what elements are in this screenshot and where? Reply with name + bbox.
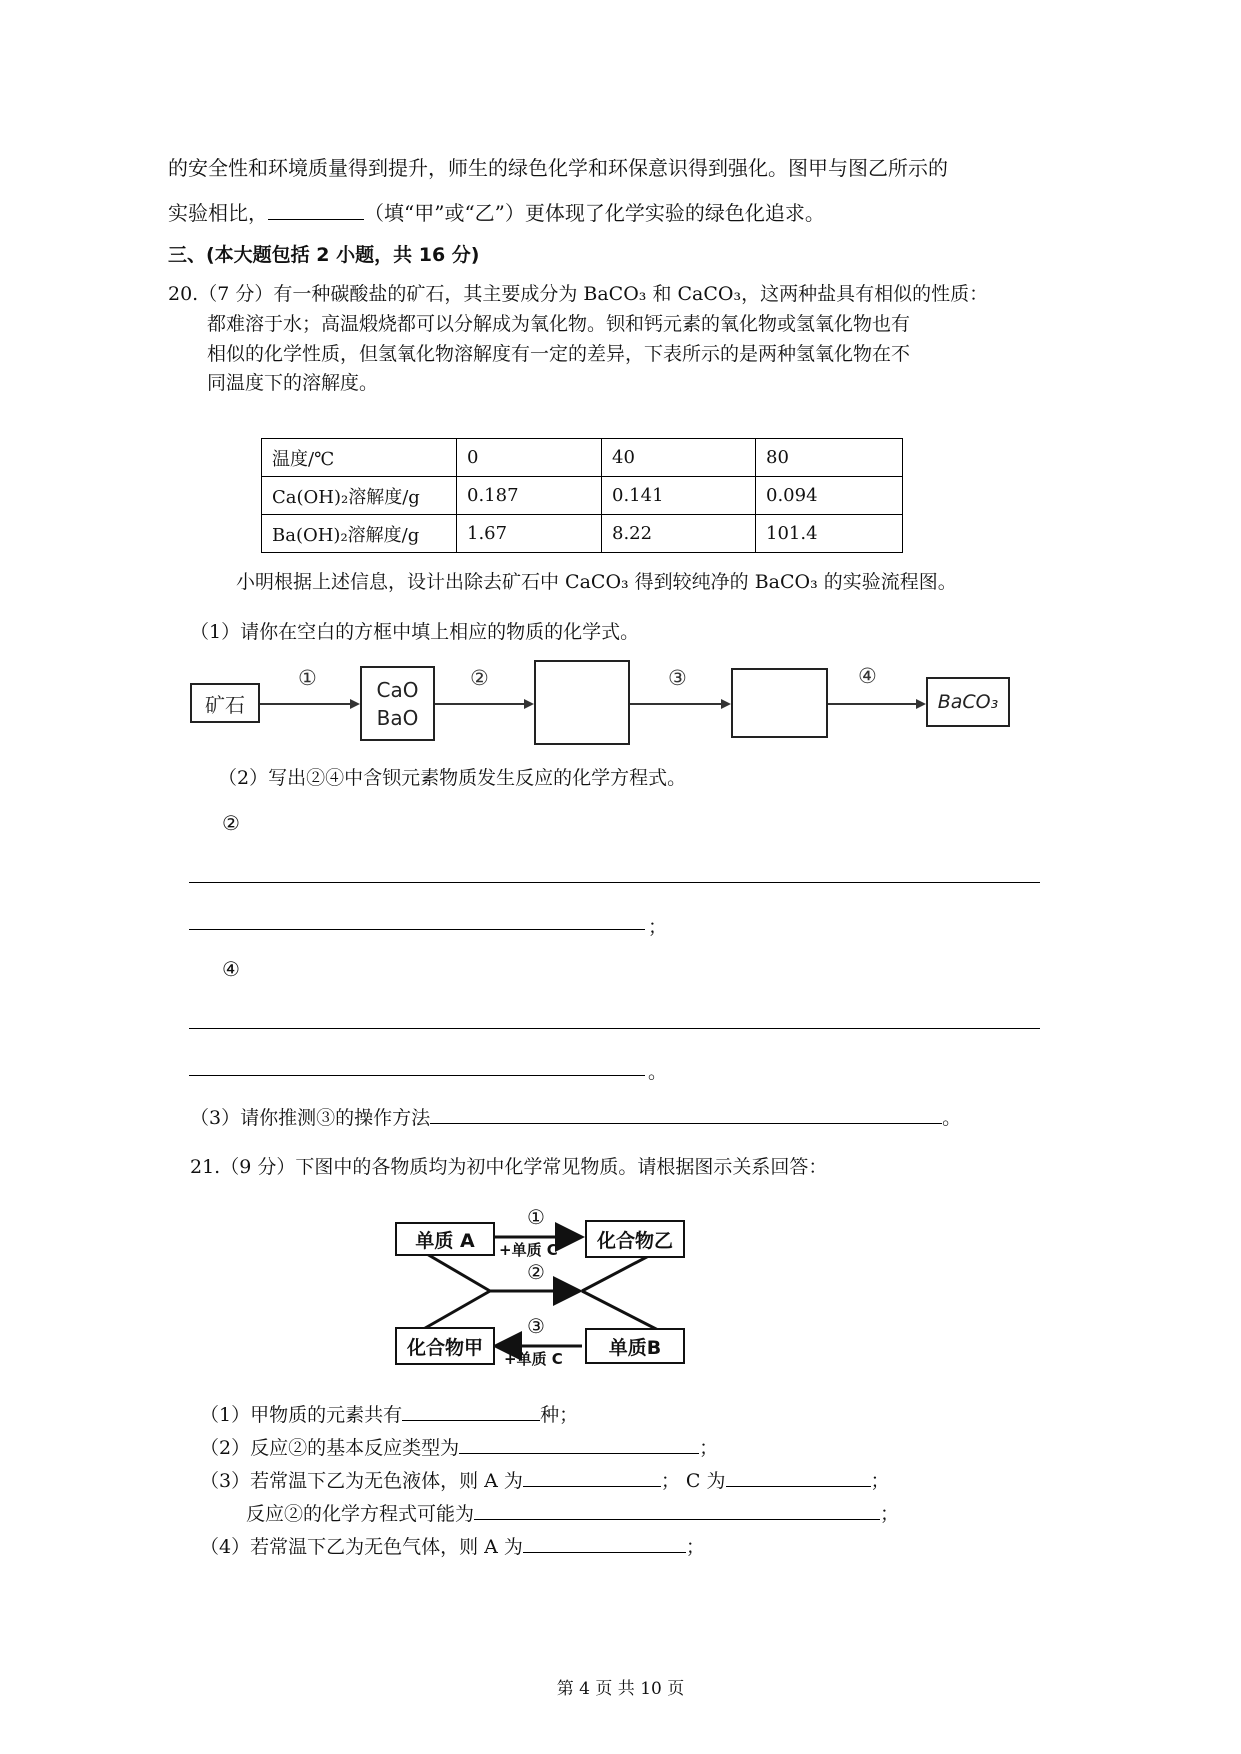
period: 。 <box>648 1061 668 1083</box>
q21-s3-end: ； <box>870 1470 890 1492</box>
q20-sub2: （2）写出②④中含钡元素物质发生反应的化学方程式。 <box>218 767 687 789</box>
q21-s4-end: ； <box>685 1536 705 1558</box>
flow-step-4: ④ <box>858 664 877 688</box>
q21-s3-eq-end: ； <box>880 1503 900 1525</box>
section-heading: 三、(本大题包括 2 小题，共 16 分) <box>168 244 480 266</box>
reaction-1-label: ① <box>527 1205 545 1229</box>
q20-sub3-end: 。 <box>942 1107 962 1129</box>
q21-s3-eq-text: 反应②的化学方程式可能为 <box>246 1503 475 1525</box>
flow-box-oxides-line2: BaO <box>376 705 419 730</box>
q20-sub3 <box>190 1103 961 1130</box>
answer-blank-a-liquid[interactable] <box>523 1466 661 1487</box>
flow-box-baco3: BaCO₃ <box>926 677 1010 727</box>
q21-s1-text: （1）甲物质的元素共有 <box>200 1404 403 1426</box>
table-cell: 101.4 <box>756 515 903 553</box>
q21-s3-mid: ； C 为 <box>660 1470 726 1492</box>
flow-step-2: ② <box>470 666 489 690</box>
intro-line-2 <box>168 197 825 226</box>
flow-arrow-1 <box>260 703 358 705</box>
answer-blank-reaction-type[interactable] <box>459 1433 699 1454</box>
flow-arrow-2 <box>435 703 532 705</box>
intro-text-a: 实验相比， <box>168 201 268 225</box>
semicolon: ； <box>648 916 668 938</box>
table-cell: 40 <box>602 439 756 477</box>
q21-s1-end: 种； <box>540 1404 579 1426</box>
flow-arrow-3 <box>630 703 729 705</box>
table-cell: 温度/℃ <box>262 439 457 477</box>
flow-step-1: ① <box>298 666 317 690</box>
q20-line-3: 相似的化学性质，但氢氧化物溶解度有一定的差异，下表所示的是两种氢氧化物在不 <box>207 343 911 365</box>
reaction-1-condition: +单质 C <box>499 1241 558 1259</box>
intro-line-1: 的安全性和环境质量得到提升，师生的绿色化学和环保意识得到强化。图甲与图乙所示的 <box>168 156 948 180</box>
node-element-a: 单质 A <box>395 1222 495 1256</box>
table-cell: Ba(OH)₂溶解度/g <box>262 515 457 553</box>
table-cell: Ca(OH)₂溶解度/g <box>262 477 457 515</box>
node-compound-jia: 化合物甲 <box>395 1327 495 1365</box>
table-cell: 80 <box>756 439 903 477</box>
flow-box-oxides-line1: CaO <box>376 677 419 702</box>
node-element-b: 单质B <box>585 1328 685 1364</box>
q21-s3-text: （3）若常温下乙为无色液体，则 A 为 <box>200 1470 523 1492</box>
q20-sub1: （1）请你在空白的方框中填上相应的物质的化学式。 <box>190 621 640 643</box>
answer-blank-element-count[interactable] <box>402 1400 540 1421</box>
q21-s4-text: （4）若常温下乙为无色气体，则 A 为 <box>200 1536 523 1558</box>
q21-s3-equation <box>246 1499 899 1526</box>
table-row <box>262 515 903 553</box>
q20-line-2: 都难溶于水；高温煅烧都可以分解成为氧化物。钡和钙元素的氧化物或氢氧化物也有 <box>207 313 911 335</box>
flow-box-oxides <box>360 666 435 741</box>
q20-line-4: 同温度下的溶解度。 <box>207 372 379 394</box>
intro-text-b: （填“甲”或“乙”）更体现了化学实验的绿色化追求。 <box>364 201 825 225</box>
q21-s2 <box>200 1433 718 1460</box>
table-header-row <box>262 439 903 477</box>
answer-line-2a[interactable] <box>189 882 1040 883</box>
answer-line-4a[interactable] <box>189 1028 1040 1029</box>
answer-blank-a-gas[interactable] <box>523 1532 686 1553</box>
reaction-3-condition: +单质 C <box>504 1350 563 1368</box>
q20-mark-2: ② <box>222 811 240 835</box>
q20-mark-4: ④ <box>222 957 240 981</box>
solubility-table <box>261 438 903 553</box>
flow-box-ore: 矿石 <box>190 683 260 723</box>
q20-sub3-text: （3）请你推测③的操作方法 <box>190 1107 431 1129</box>
reaction-3-label: ③ <box>527 1314 545 1338</box>
q21-s2-end: ； <box>699 1437 719 1459</box>
flow-step-3: ③ <box>668 666 687 690</box>
answer-blank-green[interactable] <box>268 199 364 220</box>
page-number: 第 4 页 共 10 页 <box>556 1679 685 1699</box>
q20-line-1: 20.（7 分）有一种碳酸盐的矿石，其主要成分为 BaCO₃ 和 CaCO₃，这两种盐具有相似的性质： <box>168 283 989 305</box>
flow-box-blank-1[interactable] <box>534 660 630 745</box>
table-cell: 0.094 <box>756 477 903 515</box>
flow-arrow-4 <box>828 703 924 705</box>
table-cell: 8.22 <box>602 515 756 553</box>
table-cell: 0 <box>457 439 602 477</box>
table-row <box>262 477 903 515</box>
table-cell: 0.187 <box>457 477 602 515</box>
answer-line-4b[interactable] <box>189 1075 645 1076</box>
answer-blank-c[interactable] <box>726 1466 871 1487</box>
q21-s2-text: （2）反应②的基本反应类型为 <box>200 1437 460 1459</box>
answer-blank-equation[interactable] <box>474 1499 880 1520</box>
table-cell: 1.67 <box>457 515 602 553</box>
table-cell: 0.141 <box>602 477 756 515</box>
answer-line-2b[interactable] <box>189 929 645 930</box>
q21-s4 <box>200 1532 705 1559</box>
q21-s1 <box>200 1400 578 1427</box>
reaction-2-label: ② <box>527 1260 545 1284</box>
flow-box-blank-2[interactable] <box>731 668 828 738</box>
node-compound-yi: 化合物乙 <box>585 1220 685 1258</box>
answer-blank-operation[interactable] <box>430 1103 942 1124</box>
q21-s3 <box>200 1466 890 1493</box>
q21-line-1: 21.（9 分）下图中的各物质均为初中化学常见物质。请根据图示关系回答： <box>190 1156 828 1178</box>
q20-after-table: 小明根据上述信息，设计出除去矿石中 CaCO₃ 得到较纯净的 BaCO₃ 的实验流程图。 <box>236 571 957 593</box>
